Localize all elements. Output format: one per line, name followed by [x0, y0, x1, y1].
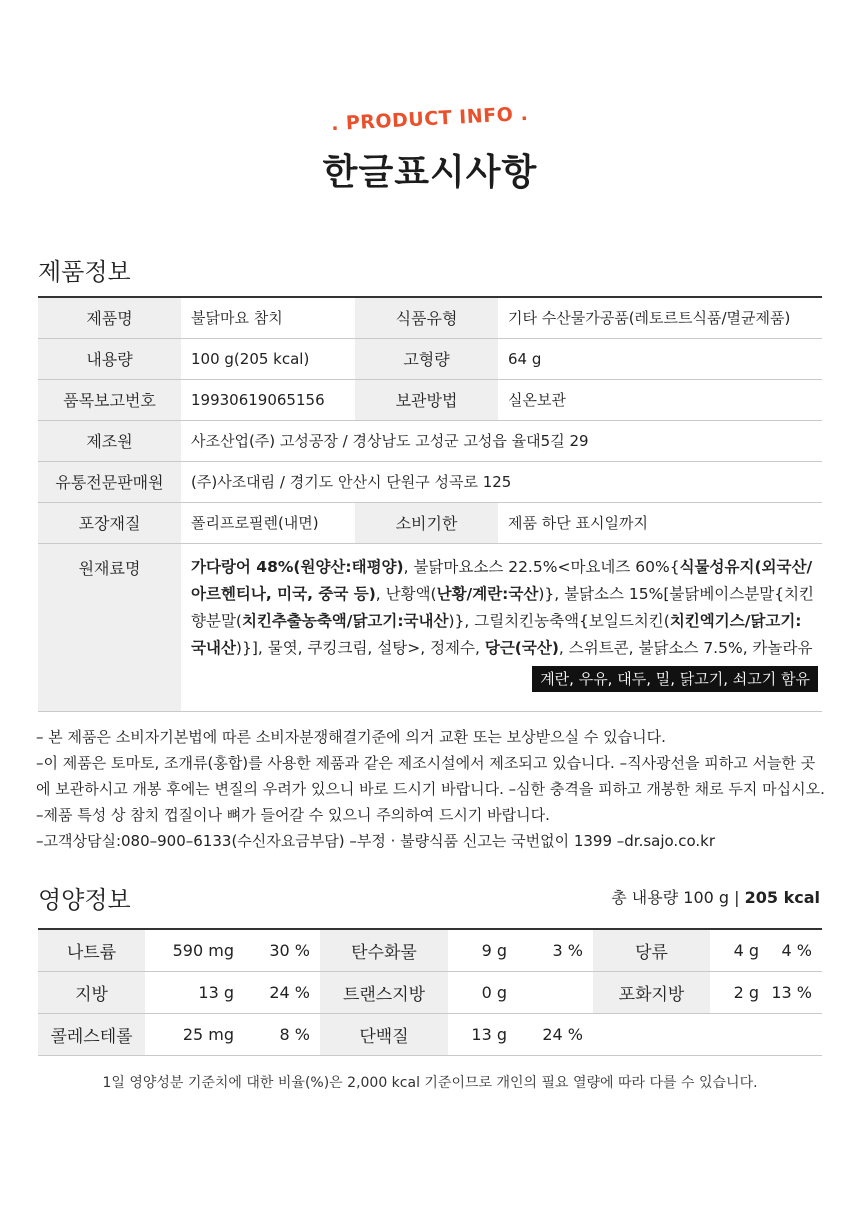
page-title: 한글표시사항 — [322, 152, 538, 193]
product-info-table — [38, 296, 822, 712]
nutrition-total — [611, 885, 820, 908]
value-net-content: 100 g(205 kcal) — [181, 338, 355, 379]
label-product-name: 제품명 — [38, 297, 181, 338]
product-section-title: 제품정보 — [38, 258, 131, 286]
nutrient-name: 포화지방 — [593, 971, 710, 1013]
label-report-number: 품목보고번호 — [38, 379, 181, 420]
table-row — [38, 502, 822, 543]
table-row — [38, 461, 822, 502]
value-expiry: 제품 하단 표시일까지 — [498, 502, 822, 543]
ingredient-text-run: , 스위트콘, 불닭소스 7.5%, 카놀라유 — [558, 638, 813, 657]
eyebrow-text: PRODUCT INFO — [345, 103, 515, 135]
nutrient-name: 단백질 — [320, 1013, 448, 1055]
table-row — [38, 1013, 822, 1055]
allergy-row — [191, 666, 822, 692]
value-manufacturer: 사조산업(주) 고성공장 / 경상남도 고성군 고성읍 율대5길 29 — [181, 420, 822, 461]
value-storage: 실온보관 — [498, 379, 822, 420]
label-food-type: 식품유형 — [355, 297, 498, 338]
product-info-eyebrow — [331, 103, 529, 135]
value-report-number: 19930619065156 — [181, 379, 355, 420]
table-row — [38, 543, 822, 711]
ingredient-origin-bold: 난황/계란:국산 — [436, 584, 539, 603]
label-packaging: 포장재질 — [38, 502, 181, 543]
notice-line: –이 제품은 토마토, 조개류(홍합)를 사용한 제품과 같은 제조시설에서 제조되고 있습니다. –직사광선을 피하고 서늘한 곳에 보관하시고 개봉 후에는 변질의 우려가 있으니 바로 드시기 바랍니다. –심한 충격을 피하고 개봉한 채로 두지 마십시오. –제품 특성 상 참치 껍질이나 뼈가 들어갈 수 있으니 주의하여 드시기 바랍니다. — [36, 754, 825, 824]
ingredient-text-run: )}, 그릴치킨농축액{보일드치킨( — [448, 611, 670, 630]
ingredients-text — [191, 554, 822, 662]
value-distributor: (주)사조대림 / 경기도 안산시 단원구 성곡로 125 — [181, 461, 822, 502]
ingredient-origin-bold: 치킨엑기스/닭고기:국내산 — [191, 611, 802, 657]
nutrient-percent: 8 % — [240, 1013, 320, 1055]
nutrient-name: 당류 — [593, 929, 710, 971]
nutrient-name: 지방 — [38, 971, 145, 1013]
total-content-label: 총 내용량 100 g — [611, 888, 730, 907]
nutrient-percent: 30 % — [240, 929, 320, 971]
nutrient-amount: 13 g — [145, 971, 240, 1013]
nutrition-table — [38, 928, 822, 1056]
label-storage: 보관방법 — [355, 379, 498, 420]
nutrient-percent: 24 % — [513, 1013, 593, 1055]
nutrient-name: 콜레스테롤 — [38, 1013, 145, 1055]
nutrient-amount: 25 mg — [145, 1013, 240, 1055]
nutrient-amount: 13 g — [448, 1013, 513, 1055]
notice-line: – 본 제품은 소비자기본법에 따른 소비자분쟁해결기준에 의거 교환 또는 보상받으실 수 있습니다. — [36, 728, 666, 746]
total-separator: | — [734, 888, 740, 907]
value-food-type: 기타 수산물가공품(레토르트식품/멸균제품) — [498, 297, 822, 338]
total-kcal: 205 kcal — [744, 888, 820, 907]
ingredient-origin-bold: 식물성유지(외국산/아르헨티나, 미국, 중국 등) — [191, 557, 813, 603]
table-row — [38, 971, 822, 1013]
label-ingredients: 원재료명 — [38, 543, 181, 711]
nutrient-amount: 2 g — [710, 971, 765, 1013]
nutrient-percent: 3 % — [513, 929, 593, 971]
table-row — [38, 420, 822, 461]
empty-cell — [765, 1013, 822, 1055]
eyebrow-dot-left: . — [330, 112, 340, 136]
nutrient-percent: 24 % — [240, 971, 320, 1013]
table-row — [38, 379, 822, 420]
empty-cell — [593, 1013, 710, 1055]
allergy-badge: 계란, 우유, 대두, 밀, 닭고기, 쇠고기 함유 — [532, 666, 818, 692]
nutrient-percent: 13 % — [765, 971, 822, 1013]
nutrient-name: 트랜스지방 — [320, 971, 448, 1013]
ingredient-text-run: )}], 물엿, 쿠킹크림, 설탕>, 정제수, — [235, 638, 485, 657]
ingredients-cell — [181, 543, 822, 711]
nutrition-footnote: 1일 영양성분 기준치에 대한 비율(%)은 2,000 kcal 기준이므로 개인의 필요 열량에 따라 다를 수 있습니다. — [102, 1075, 758, 1091]
nutrient-percent — [513, 971, 593, 1013]
eyebrow-dot-right: . — [520, 102, 530, 126]
ingredient-text-run: )}, 불닭소스 15%[불닭베이스분말{치킨향분말( — [191, 584, 815, 630]
nutrient-amount: 4 g — [710, 929, 765, 971]
notice-line: –고객상담실:080–900–6133(수신자요금부담) –부정 · 불량식품 신고는 국번없이 1399 –dr.sajo.co.kr — [36, 832, 715, 850]
empty-cell — [710, 1013, 765, 1055]
ingredient-origin-bold: 가다랑어 48%(원양산:태평양) — [191, 557, 404, 576]
label-distributor: 유통전문판매원 — [38, 461, 181, 502]
nutrition-section-title: 영양정보 — [38, 886, 131, 914]
label-net-content: 내용량 — [38, 338, 181, 379]
ingredient-text-run: , 불닭마요소스 22.5%<마요네즈 60%{ — [403, 557, 680, 576]
nutrient-percent: 4 % — [765, 929, 822, 971]
table-row — [38, 338, 822, 379]
nutrient-amount: 0 g — [448, 971, 513, 1013]
ingredient-text-run: , 난황액( — [375, 584, 437, 603]
value-solid-content: 64 g — [498, 338, 822, 379]
page-header — [0, 102, 860, 195]
label-solid-content: 고형량 — [355, 338, 498, 379]
value-product-name: 불닭마요 참치 — [181, 297, 355, 338]
nutrient-name: 나트륨 — [38, 929, 145, 971]
nutrient-amount: 9 g — [448, 929, 513, 971]
notice-block — [36, 724, 826, 854]
ingredient-origin-bold: 치킨추출농축액/닭고기:국내산 — [241, 611, 449, 630]
label-manufacturer: 제조원 — [38, 420, 181, 461]
table-row — [38, 929, 822, 971]
ingredient-origin-bold: 당근(국산) — [484, 638, 559, 657]
nutrient-name: 탄수화물 — [320, 929, 448, 971]
label-expiry: 소비기한 — [355, 502, 498, 543]
table-row — [38, 297, 822, 338]
nutrient-amount: 590 mg — [145, 929, 240, 971]
value-packaging: 폴리프로필렌(내면) — [181, 502, 355, 543]
